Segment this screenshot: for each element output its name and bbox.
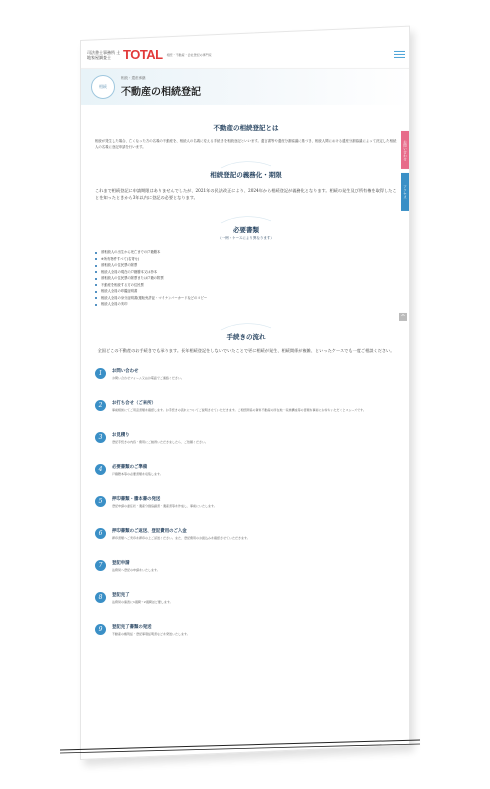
step-description: 登記手続きの内容・費用にご納得いただきましたら、ご依頼ください。: [112, 439, 209, 444]
step-title: 登記申請: [112, 560, 130, 566]
step-number: 5: [95, 495, 106, 506]
step-item: [95, 431, 397, 463]
section-title-duty: 相続登記の義務化・期限: [210, 170, 282, 179]
step-description: 法務局へ登記の申請をいたします。: [112, 567, 160, 572]
section-subtitle-docs: （一例・ケースにより異なります）: [218, 235, 274, 240]
step-description: 不動産の権利証・登記事項証明書などを発送いたします。: [112, 631, 190, 636]
step-description: お問い合わせフォーム又はお電話でご連絡ください。: [112, 375, 184, 380]
hero-text: [121, 76, 201, 98]
step-number: 1: [95, 367, 106, 378]
hero-badge: 相続: [91, 75, 115, 99]
step-item: [95, 367, 397, 399]
step-item: [95, 399, 397, 431]
page-content: [81, 41, 410, 760]
step-number: 4: [95, 463, 106, 474]
step-number: 6: [95, 527, 106, 538]
section-body-about: 相続が発生した場合、亡くなった方の名義の不動産を、相続人の名義に変える手続きを相続登記といいます。遺言書等や遺産分割協議に基づき、相続人間における遺産分割協議によって決定した相続人の名義に登記申請を行います。: [95, 138, 397, 149]
list-item: 相続人全員の実印: [95, 301, 397, 308]
list-item: 相続人全員の身分証明書(運転免許証・マイナンバーカードなどのコピー: [95, 294, 397, 301]
procedure-steps: [95, 367, 397, 655]
step-item: [95, 527, 397, 559]
list-item: 相続人全員の現在の戸籍謄本又は抄本: [95, 268, 397, 275]
step-item: [95, 495, 397, 527]
step-number: 8: [95, 591, 106, 602]
list-item: 被相続人の住民票の除票または戸籍の附票: [95, 275, 397, 282]
step-title: 押印書類・謄本書の発送: [112, 496, 161, 502]
section-title-flow: 手続きの流れ: [226, 332, 266, 341]
scroll-to-top-button[interactable]: ^: [400, 313, 406, 321]
page-frame: [80, 26, 410, 760]
step-item: [95, 463, 397, 495]
step-item: [95, 559, 397, 591]
decorative-swirl-icon: [216, 160, 276, 170]
list-item: 被相続人の住民票の除票: [95, 262, 397, 269]
decorative-swirl-icon: [216, 215, 276, 225]
decorative-bottom-lines-icon: [60, 736, 420, 756]
step-title: お見積り: [112, 432, 130, 438]
step-title: 登記完了書類の発送: [112, 624, 152, 630]
brand-description: 相続・不動産・会社登記の専門家: [166, 52, 212, 57]
site-header: [81, 41, 410, 69]
hamburger-menu-icon[interactable]: [394, 51, 405, 59]
hero-banner: [81, 69, 410, 105]
step-description: 法務局の審査に1週間〜2週間ほど要します。: [112, 599, 173, 604]
access-side-tab[interactable]: アクセス: [401, 173, 410, 211]
list-item: ※所有物件すべて(名寄せ): [95, 255, 397, 261]
contact-side-tab[interactable]: お問い合わせ: [401, 131, 410, 169]
brand-logo[interactable]: TOTAL: [123, 46, 163, 62]
flow-intro: 全国どこの不動産のお手続きでも承ります。長年相続登記をしないでいたことで更に相続が発生、相続関係が複雑、といったケースでも一度ご相談ください。: [97, 347, 395, 353]
step-title: 押印書類のご返送、登記費用のご入金: [112, 528, 187, 534]
step-description: 登記申請の委任状・遺産分割協議書・遺産書等を作成し、事前にいたします。: [112, 503, 217, 508]
step-item: [95, 623, 397, 655]
step-number: 2: [95, 399, 106, 410]
step-description: 押印書類へご実印を押印の上ご返送ください。また、登記費用のお振込みを確認させていただきます。: [112, 535, 250, 540]
section-title-docs: 必要書類: [233, 225, 259, 234]
step-title: 登記完了: [112, 592, 130, 598]
step-description: 事前相談にてご用意書類を確認します。お手続きの流れについてご説明させていただきます。ご相続関係の資料不動産の所在地・家族構成等の書類を事前にお持ちいただくとスムーズです。: [112, 407, 366, 412]
section-body-duty: これまで相続登記に申請期限はありませんでしたが、2021年の民法改正により、2024年から相続登記が義務化となります。相続の発生及び所有権を取得したことを知ったときから3年以内に登記の必要となります。: [95, 187, 397, 200]
list-item: 被相続人の出生から死亡までの戸籍謄本: [95, 249, 397, 256]
required-documents-list: [95, 249, 397, 308]
page-title: 不動産の相続登記: [121, 86, 201, 98]
step-number: 7: [95, 559, 106, 570]
main-content: [81, 123, 410, 656]
step-description: 戸籍謄本等の必要書類を収集します。: [112, 471, 163, 476]
list-item: 相続人全員の印鑑証明書: [95, 288, 397, 295]
section-title-about: 不動産の相続登記とは: [213, 123, 279, 132]
step-item: [95, 591, 397, 623]
step-title: 必要書類のご準備: [112, 464, 148, 470]
step-number: 3: [95, 431, 106, 442]
step-number: 9: [95, 623, 106, 634]
brand-small-text: 司法書士事務所 土地家屋調査士: [87, 49, 121, 60]
list-item: 不動産を相続する方の住民票: [95, 281, 397, 288]
decorative-swirl-icon: [216, 321, 276, 331]
breadcrumb[interactable]: 相続・遺産承継: [121, 75, 146, 80]
step-title: お問い合わせ: [112, 368, 139, 374]
step-title: お打ち合せ（ご来所）: [112, 400, 156, 406]
